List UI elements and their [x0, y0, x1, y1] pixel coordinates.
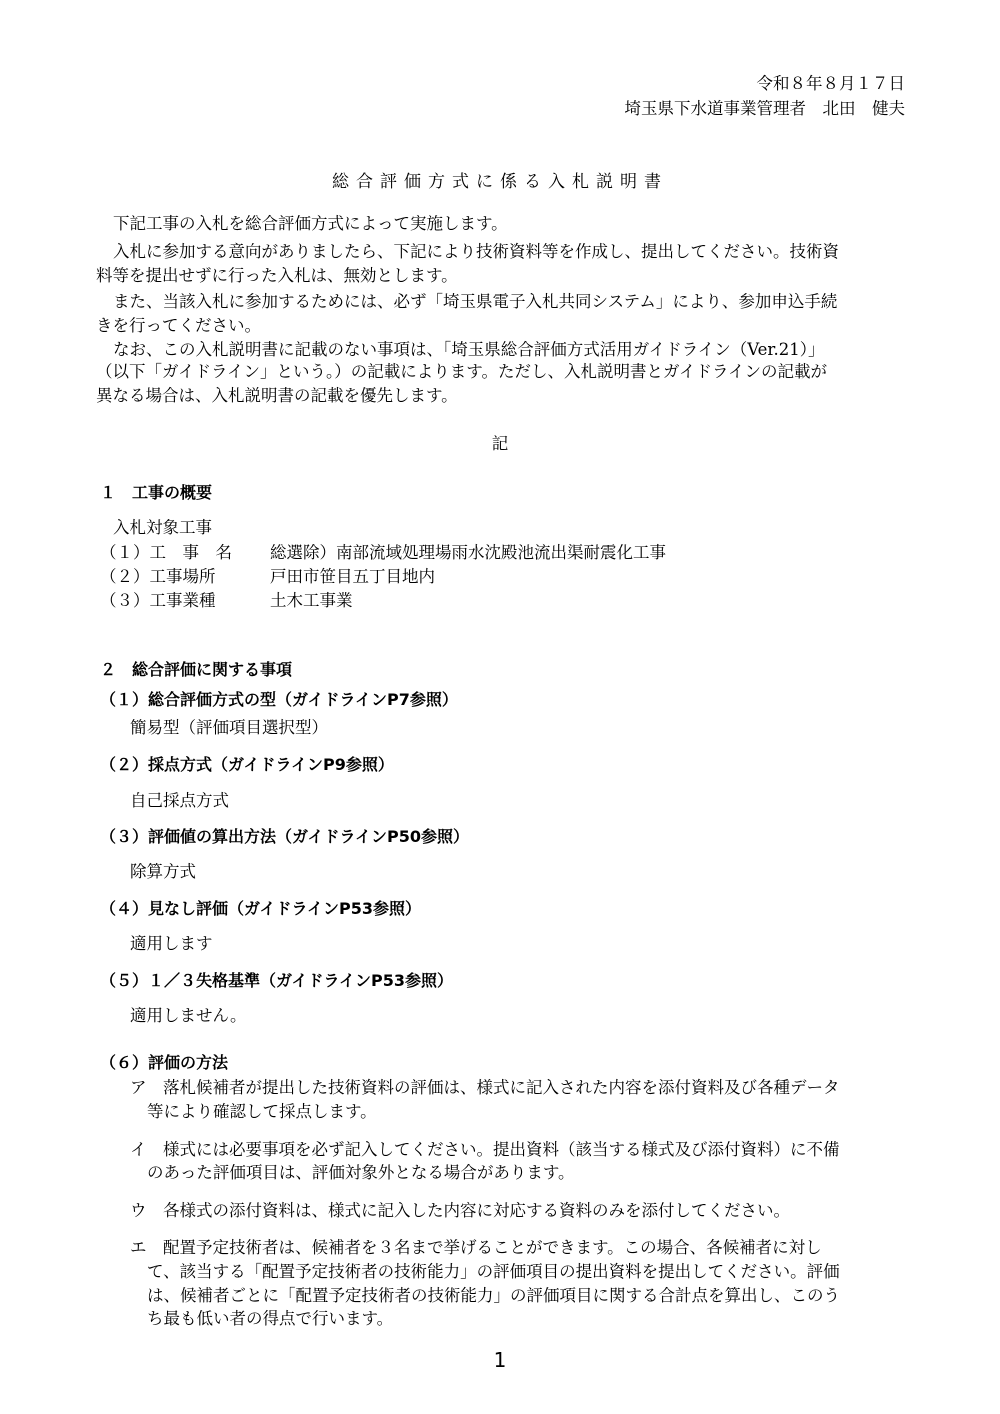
issuer-name: 埼玉県下水道事業管理者 北田 健夫: [624, 99, 905, 118]
method-item-u-line-1: ウ 各様式の添付資料は、様式に記入した内容に対応する資料のみを添付してください。: [130, 1201, 790, 1220]
method-item-e-line-4: ち最も低い者の得点で行います。: [147, 1309, 394, 1328]
section-1-subheading: 入札対象工事: [113, 518, 212, 537]
method-item-i-line-1: イ 様式には必要事項を必ず記入してください。提出資料（該当する様式及び添付資料）に不備: [130, 1140, 840, 1159]
intro-paragraph-2-line-1: 入札に参加する意向がありましたら、下記により技術資料等を作成し、提出してください。技術資: [113, 242, 839, 261]
method-item-e-line-1: エ 配置予定技術者は、候補者を３名まで挙げることができます。この場合、各候補者に対し: [130, 1238, 822, 1257]
intro-paragraph-1: 下記工事の入札を総合評価方式によって実施します。: [113, 214, 508, 233]
document-title: 総合評価方式に係る入札説明書: [332, 172, 668, 192]
section-2-heading: ２ 総合評価に関する事項: [100, 660, 293, 679]
evaluation-item-value: 簡易型（評価項目選択型）: [130, 718, 328, 737]
method-item-i-line-2: のあった評価項目は、評価対象外となる場合があります。: [147, 1163, 575, 1182]
evaluation-item-value: 適用しません。: [130, 1006, 247, 1025]
work-item: [100, 541, 666, 565]
section-1-heading: １ 工事の概要: [100, 483, 213, 502]
intro-paragraph-2-line-2: 料等を提出せずに行った入札は、無効とします。: [96, 266, 458, 285]
work-item-value: 総選除）南部流域処理場雨水沈殿池流出渠耐震化工事: [270, 543, 666, 562]
method-item-e-line-3: は、候補者ごとに「配置予定技術者の技術能力」の評価項目に関する合計点を算出し、このう: [147, 1286, 840, 1305]
work-item: [100, 565, 435, 589]
evaluation-item-heading: （４）見なし評価（ガイドラインP53参照）: [100, 899, 422, 918]
evaluation-item-value: 自己採点方式: [130, 791, 229, 810]
evaluation-method-heading: （６）評価の方法: [100, 1053, 229, 1072]
evaluation-item-value: 適用します: [130, 934, 213, 953]
evaluation-item-heading: （１）総合評価方式の型（ガイドラインP7参照）: [100, 690, 458, 709]
work-item: [100, 589, 353, 613]
document-date: 令和８年８月１７日: [756, 74, 905, 93]
work-item-label: （１）工 事 名: [100, 543, 232, 562]
work-item-value: 戸田市笹目五丁目地内: [270, 567, 435, 586]
evaluation-item-heading: （５）１／３失格基準（ガイドラインP53参照）: [100, 971, 454, 990]
intro-paragraph-4-line-3: 異なる場合は、入札説明書の記載を優先します。: [96, 386, 458, 405]
intro-paragraph-3-line-2: きを行ってください。: [96, 316, 261, 335]
method-item-a-line-2: 等により確認して採点します。: [147, 1102, 377, 1121]
work-item-value: 土木工事業: [270, 591, 353, 610]
method-item-e-line-2: て、該当する「配置予定技術者の技術能力」の評価項目の提出資料を提出してください。評価: [147, 1262, 840, 1281]
evaluation-item-heading: （３）評価値の算出方法（ガイドラインP50参照）: [100, 827, 470, 846]
method-item-a-line-1: ア 落札候補者が提出した技術資料の評価は、様式に記入された内容を添付資料及び各種データ: [130, 1078, 840, 1097]
ki-mark: 記: [491, 434, 509, 453]
work-item-label: （２）工事場所: [100, 567, 216, 586]
evaluation-item-heading: （２）採点方式（ガイドラインP9参照）: [100, 755, 394, 774]
work-item-label: （３）工事業種: [100, 591, 216, 610]
intro-paragraph-4-line-2: （以下「ガイドライン」という。）の記載によります。ただし、入札説明書とガイドラインの記載が: [96, 362, 827, 381]
intro-paragraph-4-line-1: なお、この入札説明書に記載のない事項は、「埼玉県総合評価方式活用ガイドライン（Ver.21）」: [113, 340, 825, 359]
intro-paragraph-3-line-1: また、当該入札に参加するためには、必ず「埼玉県電子入札共同システム」により、参加申込手続: [113, 292, 838, 311]
page-number: 1: [493, 1348, 507, 1372]
evaluation-item-value: 除算方式: [130, 862, 196, 881]
